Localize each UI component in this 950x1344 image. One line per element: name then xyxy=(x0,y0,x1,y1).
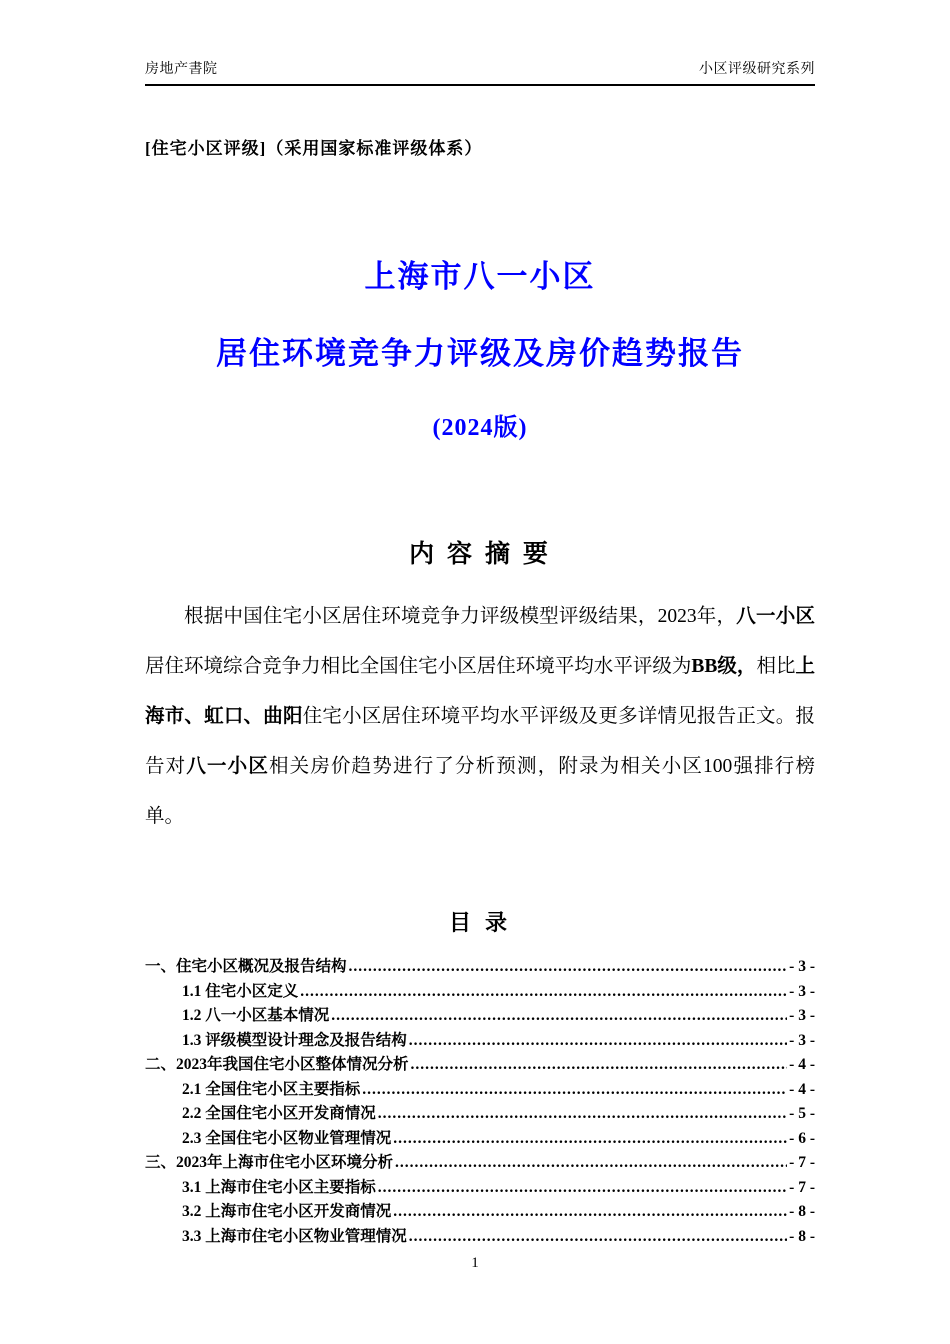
report-title-block xyxy=(145,251,815,442)
toc-page-number: - 8 - xyxy=(789,1227,815,1245)
toc-list xyxy=(145,955,815,1249)
toc-item-1-1[interactable] xyxy=(145,980,815,1005)
toc-item-3-2[interactable] xyxy=(145,1200,815,1225)
toc-dot-leader xyxy=(300,980,787,1005)
toc-item-label: 二、2023年我国住宅小区整体情况分析 xyxy=(145,1056,409,1073)
toc-dot-leader xyxy=(378,1102,787,1127)
report-title-line2: 居住环境竞争力评级及房价趋势报告 xyxy=(216,336,744,371)
summary-segment: 相关房价趋势进行了分析预测，附录为相关小区100强排行榜单。 xyxy=(145,756,815,827)
summary-segment-bold: 八一小区 xyxy=(186,756,270,777)
toc-item-chapter-1[interactable] xyxy=(145,955,815,980)
header-left-text: 房地产書院 xyxy=(145,62,218,77)
toc-page-number: - 8 - xyxy=(789,1203,815,1220)
toc-item-chapter-3[interactable] xyxy=(145,1151,815,1176)
toc-page-number: - 5 - xyxy=(789,1105,815,1122)
toc-item-3-1[interactable] xyxy=(145,1176,815,1201)
summary-segment-bold: 八一小区 xyxy=(736,606,815,627)
summary-segment-bold: BB级， xyxy=(691,656,757,677)
toc-item-2-1[interactable] xyxy=(145,1078,815,1103)
page-header xyxy=(145,58,815,78)
toc-page-number: - 4 - xyxy=(789,1056,815,1073)
toc-dot-leader xyxy=(378,1176,787,1201)
toc-page-number: - 7 - xyxy=(789,1154,815,1171)
toc-page-number: - 3 - xyxy=(789,982,815,1000)
toc-dot-leader xyxy=(393,1200,787,1225)
toc-page-number: - 3 - xyxy=(789,1031,815,1049)
summary-heading: 内 容 摘 要 xyxy=(409,540,551,568)
toc-item-label: 1.3 评级模型设计理念及报告结构 xyxy=(182,1031,407,1049)
summary-segment: 根据中国住宅小区居住环境竞争力评级模型评级结果，2023年， xyxy=(184,606,737,627)
toc-page-number: - 4 - xyxy=(789,1080,815,1098)
toc-item-label: 2.3 全国住宅小区物业管理情况 xyxy=(182,1129,392,1147)
summary-segment-bold: 上海市、虹口、曲阳 xyxy=(145,656,815,727)
toc-dot-leader xyxy=(411,1053,788,1078)
toc-item-label: 3.1 上海市住宅小区主要指标 xyxy=(182,1178,376,1196)
toc-item-label: 2.1 全国住宅小区主要指标 xyxy=(182,1080,361,1098)
toc-item-1-2[interactable] xyxy=(145,1004,815,1029)
summary-segment: 住宅小区居住环境平均水平评级及更多详情见报告正文。报告对 xyxy=(145,706,815,777)
footer-page-number: 1 xyxy=(471,1255,479,1271)
toc-item-chapter-2[interactable] xyxy=(145,1053,815,1078)
header-right-text: 小区评级研究系列 xyxy=(699,62,815,77)
toc-dot-leader xyxy=(409,1225,787,1250)
toc-item-2-2[interactable] xyxy=(145,1102,815,1127)
toc-dot-leader xyxy=(409,1029,787,1054)
toc-item-2-3[interactable] xyxy=(145,1127,815,1152)
toc-dot-leader xyxy=(395,1151,787,1176)
summary-segment: 相比 xyxy=(756,656,796,677)
toc-heading: 目 录 xyxy=(448,910,512,935)
toc-page-number: - 3 - xyxy=(789,958,815,975)
toc-dot-leader xyxy=(349,955,788,980)
header-rule xyxy=(145,84,815,86)
toc-item-3-3[interactable] xyxy=(145,1225,815,1250)
toc-item-label: 3.3 上海市住宅小区物业管理情况 xyxy=(182,1227,407,1245)
toc-page-number: - 6 - xyxy=(789,1129,815,1147)
toc-dot-leader xyxy=(362,1078,787,1103)
toc-item-1-3[interactable] xyxy=(145,1029,815,1054)
toc-page-number: - 3 - xyxy=(789,1007,815,1024)
toc-item-label: 2.2 全国住宅小区开发商情况 xyxy=(182,1105,376,1122)
toc-item-label: 三、2023年上海市住宅小区环境分析 xyxy=(145,1154,394,1171)
report-title-edition: (2024版) xyxy=(432,415,528,441)
toc-item-label: 1.1 住宅小区定义 xyxy=(182,982,299,1000)
summary-segment: 居住环境综合竞争力相比全国住宅小区居住环境平均水平评级为 xyxy=(145,656,692,677)
report-title-line1: 上海市八一小区 xyxy=(364,259,596,294)
summary-paragraph xyxy=(145,592,815,842)
toc-dot-leader xyxy=(393,1127,787,1152)
toc-item-label: 3.2 上海市住宅小区开发商情况 xyxy=(182,1203,392,1220)
toc-item-label: 1.2 八一小区基本情况 xyxy=(182,1007,330,1024)
toc-item-label: 一、住宅小区概况及报告结构 xyxy=(145,958,347,975)
toc-dot-leader xyxy=(331,1004,787,1029)
toc-page-number: - 7 - xyxy=(789,1178,815,1196)
rating-tag-line: [住宅小区评级]（采用国家标准评级体系） xyxy=(145,139,483,158)
